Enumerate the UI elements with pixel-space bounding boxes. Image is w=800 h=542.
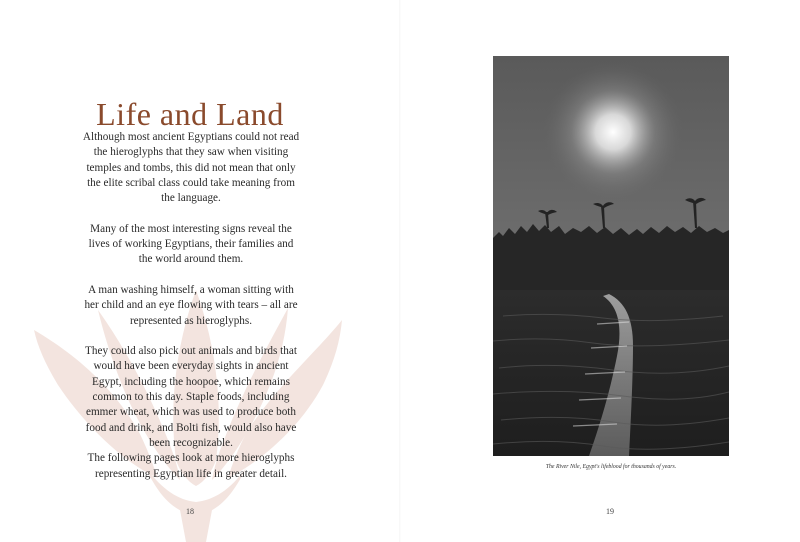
- tree-line: [493, 224, 729, 292]
- river-nile-photo: [493, 56, 729, 456]
- page-number-left: 18: [186, 507, 194, 516]
- page-number-right: 19: [606, 507, 614, 516]
- photo-caption: The River Nile, Egypt's lifeblood for thousands of years.: [545, 464, 677, 470]
- page-title: Life and Land: [96, 96, 284, 132]
- right-page: [400, 0, 800, 542]
- paragraph-2: Many of the most interesting signs reveal the lives of working Egyptians, their families and the world around them.: [88, 222, 294, 266]
- paragraph-3: A man washing himself, a woman sitting with her child and an eye flowing with tears – all are represented as hieroglyphs.: [84, 283, 298, 327]
- paragraph-1: Although most ancient Egyptians could not read the hieroglyphs that they saw when visiting temples and tombs, this did not mean that only the elite scribal class could take meaning from the language.: [82, 131, 300, 205]
- paragraph-4: They could also pick out animals and birds that would have been everyday sights in ancient Egypt, including the hoopoe, which remains common to this day. Staple foods, including emmer wheat, which was used to produce both food and drink, and Bolti fish, would also have been recognizable.: [85, 345, 297, 449]
- paragraph-5: The following pages look at more hieroglyphs representing Egyptian life in greater detail.: [87, 452, 295, 480]
- body-text: [82, 130, 300, 482]
- sun: [543, 62, 683, 202]
